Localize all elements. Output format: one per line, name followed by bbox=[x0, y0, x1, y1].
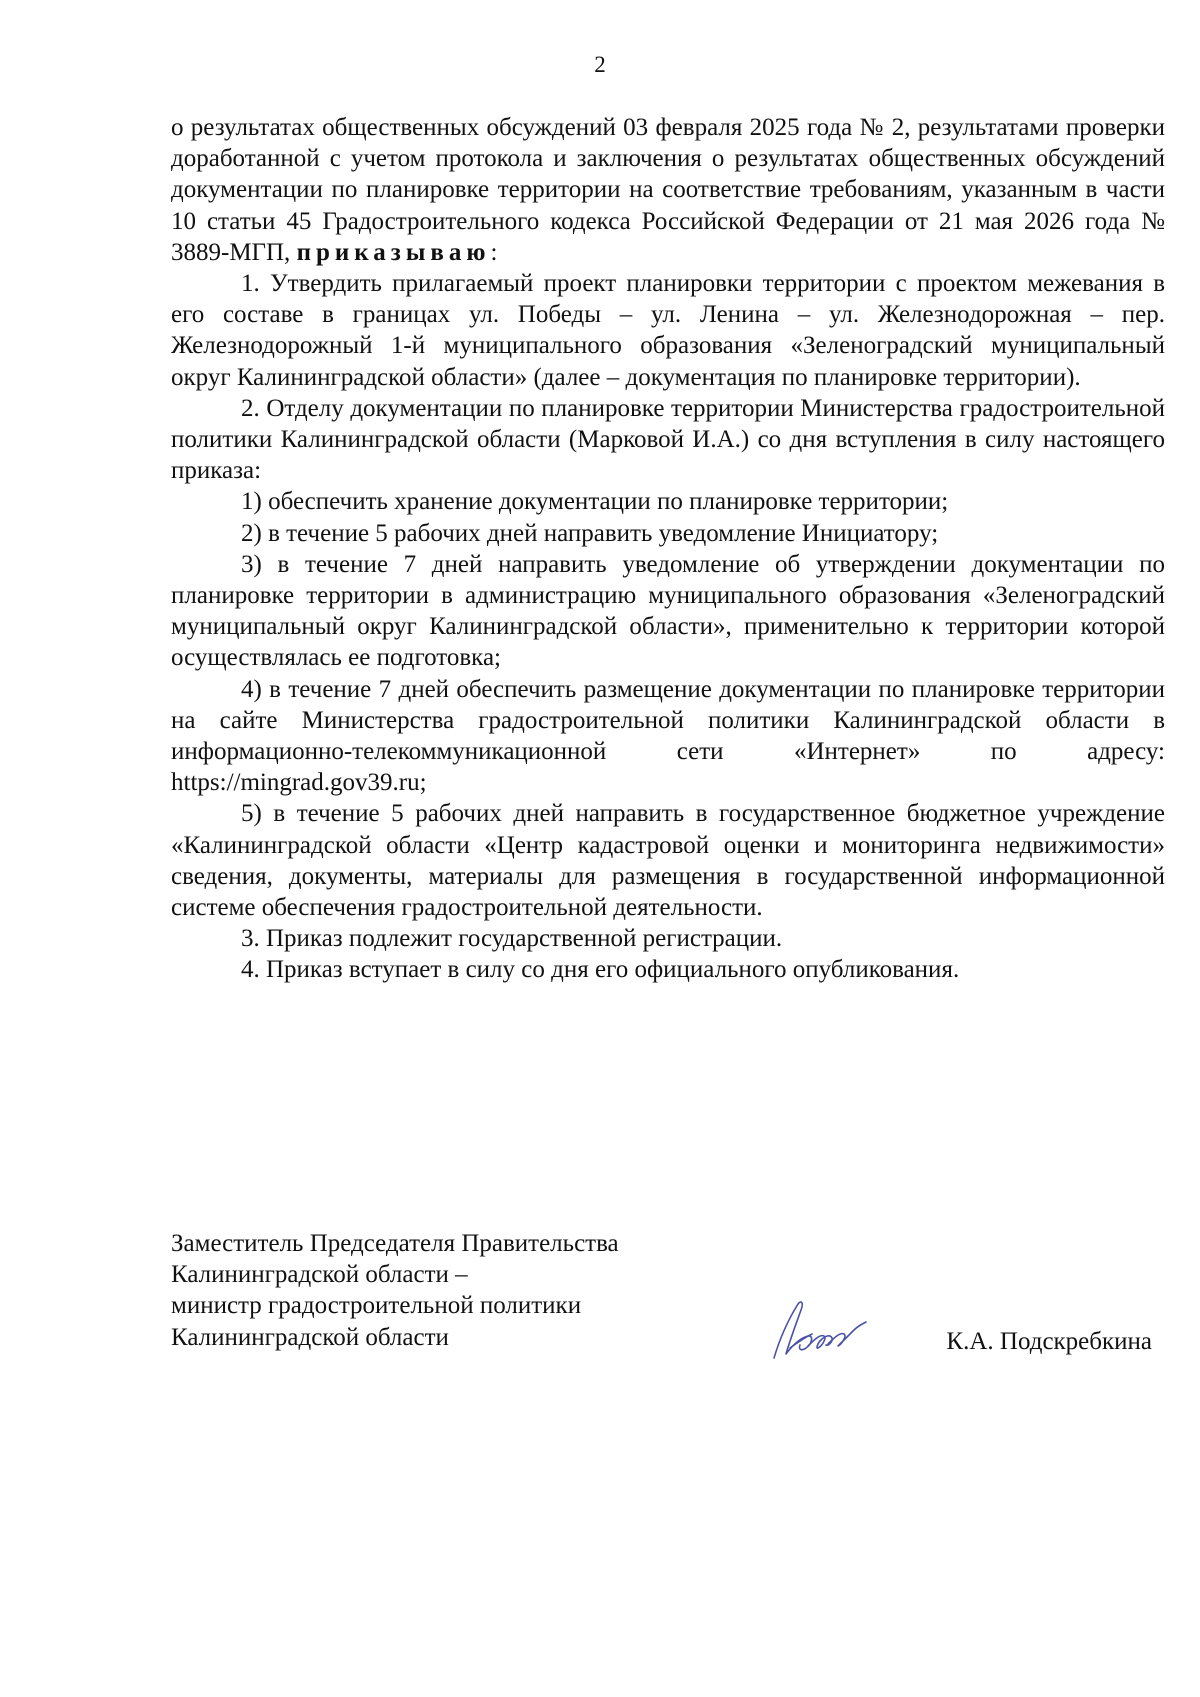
position-line: Калининградской области – bbox=[171, 1261, 468, 1289]
position-line: Калининградской области bbox=[171, 1323, 449, 1351]
document-body bbox=[171, 112, 1165, 986]
handwritten-signature bbox=[768, 1290, 878, 1370]
subitem-3-notify-administration: 3) в течение 7 дней направить уведомление об утверждении документации по планировке территории в администрацию муниципального образования «Зеленоградский муниципальный округ Калининградской области», применительно к территории которой осуществлялась ее подготовка; bbox=[171, 550, 1165, 672]
item-4-effective: 4. Приказ вступает в силу со дня его официального опубликования. bbox=[241, 956, 960, 984]
position-line: министр градостроительной политики bbox=[171, 1292, 582, 1320]
subitem-5-send-cadastral: 5) в течение 5 рабочих дней направить в государственное бюджетное учреждение «Калининградской области «Центр кадастровой оценки и мониторинга недвижимости» сведения, документы, материалы для размещения в государственной информационной системе обеспечения градостроительной деятельности. bbox=[171, 800, 1165, 922]
page-number: 2 bbox=[594, 52, 606, 77]
subitem-1-storage: 1) обеспечить хранение документации по планировке территории; bbox=[241, 488, 949, 516]
item-1-approve: 1. Утвердить прилагаемый проект планировки территории с проектом межевания в его составе в границах ул. Победы – ул. Ленина – ул. Железнодорожная – пер. Железнодорожный 1-й муниципального образования «Зеленоградский муниципальный округ Калининградской области» (далее – документация по планировке территории). bbox=[171, 270, 1165, 391]
order-keyword: приказываю bbox=[296, 238, 491, 266]
signer-name: К.А. Подскребкина bbox=[946, 1328, 1152, 1355]
intro-text: о результатах общественных обсуждений 03 февраля 2025 года № 2, результатами проверки доработанной с учетом протокола и заключения о результатах общественных обсуждений документации по планировке территории на соответствие требованиям, указанным в части 10 статьи 45 Градостроительного кодекса Российской Федерации от 21 мая 2026 года № 3889-МГП, bbox=[171, 114, 1165, 266]
position-line: Заместитель Председателя Правительства bbox=[171, 1230, 619, 1257]
signatory-position bbox=[171, 1228, 619, 1353]
item-2-department: 2. Отделу документации по планировке территории Министерства градостроительной политики Калининградской области (Марковой И.А.) со дня вступления в силу настоящего приказа: bbox=[171, 394, 1165, 485]
subitem-4-publish-website: 4) в течение 7 дней обеспечить размещение документации по планировке территории на сайте Министерства градостроительной политики Калининградской области в информационно-телекоммуникационной сети «Интернет» по адресу: https://mingrad.gov39.ru; bbox=[171, 675, 1165, 797]
intro-paragraph bbox=[171, 112, 1165, 268]
subitem-2-notify-initiator: 2) в течение 5 рабочих дней направить уведомление Инициатору; bbox=[241, 519, 939, 547]
item-3-registration: 3. Приказ подлежит государственной регистрации. bbox=[241, 925, 783, 953]
intro-colon: : bbox=[490, 238, 498, 266]
